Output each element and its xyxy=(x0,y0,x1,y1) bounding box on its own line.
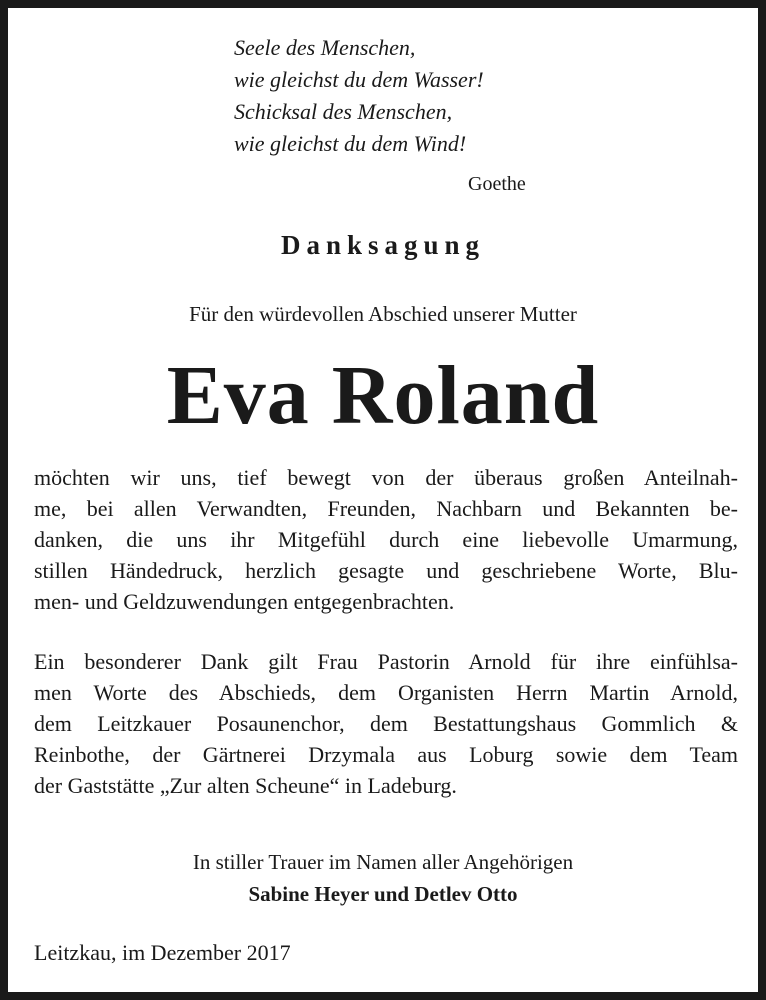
special-thanks-paragraph xyxy=(34,646,738,801)
deceased-name: Eva Roland xyxy=(166,349,600,442)
paragraph-line: möchten wir uns, tief bewegt von der überaus großen Anteilnah- xyxy=(34,465,738,490)
notice-heading: Danksagung xyxy=(280,230,486,260)
closing-line: In stiller Trauer im Namen aller Angehörigen xyxy=(192,850,574,874)
poem-line: wie gleichst du dem Wind! xyxy=(234,131,467,156)
signers: Sabine Heyer und Detlev Otto xyxy=(248,882,518,906)
paragraph-line: Reinbothe, der Gärtnerei Drzymala aus Loburg sowie dem Team xyxy=(34,742,738,767)
paragraph-line: dem Leitzkauer Posaunenchor, dem Bestattungshaus Gommlich & xyxy=(34,711,738,736)
paragraph-line: stillen Händedruck, herzlich gesagte und geschriebene Worte, Blu- xyxy=(34,558,738,583)
poem-line: Seele des Menschen, xyxy=(234,35,416,60)
intro-line: Für den würdevollen Abschied unserer Mutter xyxy=(189,302,577,326)
poem-author: Goethe xyxy=(468,173,526,195)
poem-quote xyxy=(234,32,484,160)
place-date: Leitzkau, im Dezember 2017 xyxy=(34,940,291,965)
paragraph-line: men Worte des Abschieds, dem Organisten Herrn Martin Arnold, xyxy=(34,680,738,705)
poem-line: Schicksal des Menschen, xyxy=(234,99,453,124)
poem-line: wie gleichst du dem Wasser! xyxy=(234,67,484,92)
paragraph-line: Ein besonderer Dank gilt Frau Pastorin Arnold für ihre einfühlsa- xyxy=(34,649,738,674)
closing-block xyxy=(8,846,758,910)
paragraph-line: der Gaststätte „Zur alten Scheune“ in Ladeburg. xyxy=(34,773,457,798)
paragraph-line: danken, die uns ihr Mitgefühl durch eine liebevolle Umarmung, xyxy=(34,527,738,552)
paragraph-line: men- und Geldzuwendungen entgegenbrachten. xyxy=(34,589,455,614)
thanks-paragraph xyxy=(34,462,738,617)
paragraph-line: me, bei allen Verwandten, Freunden, Nachbarn und Bekannten be- xyxy=(34,496,738,521)
